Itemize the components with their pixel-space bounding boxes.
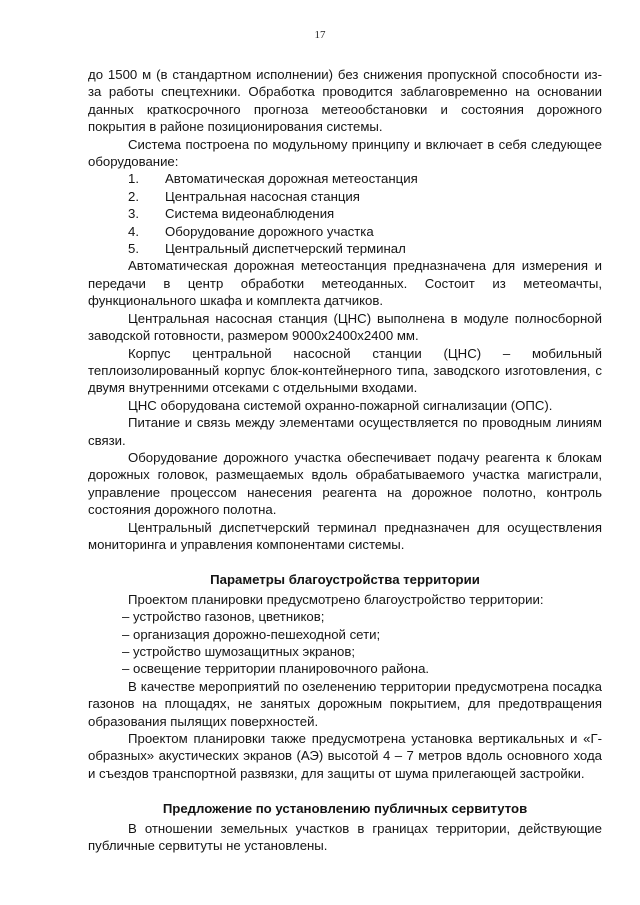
paragraph: Центральная насосная станция (ЦНС) выполнена в модуле полносборной заводской готовности, размером 9000х2400х2400 мм. bbox=[88, 310, 602, 344]
list-item bbox=[88, 240, 602, 257]
paragraph: ЦНС оборудована системой охранно-пожарной сигнализации (ОПС). bbox=[128, 397, 553, 413]
section-heading: Предложение по установлению публичных сервитутов bbox=[162, 801, 528, 817]
paragraph: до 1500 м (в стандартном исполнении) без снижения пропускной способности из-за работы спецтехники. Обработка проводится заблаговременно на основании данных краткосрочного прогноза метеообстановки и состояния дорожного покрытия в районе позиционирования системы. bbox=[88, 67, 602, 135]
list-item: – устройство шумозащитных экранов; bbox=[122, 644, 355, 659]
paragraph: Проектом планировки также предусмотрена установка вертикальных и «Г-образных» акустических экранов (АЭ) высотой 4 – 7 метров вдоль основного хода и съездов транспортной развязки, для защиты от шума прилегающей застройки. bbox=[88, 731, 602, 781]
list-item: – организация дорожно-пешеходной сети; bbox=[122, 626, 381, 642]
list-number: 1. bbox=[128, 171, 139, 187]
page-number: 17 bbox=[314, 29, 326, 41]
list-number: 3. bbox=[128, 206, 139, 222]
paragraph: Центральный диспетчерский терминал предназначен для осуществления мониторинга и управления компонентами системы. bbox=[88, 519, 602, 552]
list-text: Центральный диспетчерский терминал bbox=[165, 241, 406, 257]
list-text: Система видеонаблюдения bbox=[165, 206, 335, 222]
list-item: – устройство газонов, цветников; bbox=[122, 609, 325, 625]
paragraph: Автоматическая дорожная метеостанция предназначена для измерения и передачи в центр обработки метеоданных. Состоит из метеомачты, функционального шкафа и комплекта датчиков. bbox=[88, 258, 602, 309]
list-text: Оборудование дорожного участка bbox=[165, 223, 374, 239]
list-item bbox=[88, 170, 602, 187]
paragraph: Корпус центральной насосной станции (ЦНС) – мобильный теплоизолированный корпус блок-контейнерного типа, заводского изготовления, с двумя внутренними отсеками с отдельными входами. bbox=[88, 345, 602, 396]
paragraph: В отношении земельных участков в границах территории, действующие публичные сервитуты не установлены. bbox=[88, 820, 602, 854]
section-heading: Параметры благоустройства территории bbox=[210, 572, 480, 588]
paragraph: Питание и связь между элементами осуществляется по проводным линиям связи. bbox=[88, 415, 602, 448]
list-item bbox=[88, 223, 602, 240]
document-body bbox=[88, 66, 602, 854]
paragraph: Система построена по модульному принципу и включает в себя следующее оборудование: bbox=[88, 136, 602, 170]
list-item: – освещение территории планировочного района. bbox=[122, 661, 430, 677]
paragraph: В качестве мероприятий по озеленению территории предусмотрена посадка газонов на площадях, не занятых дорожным покрытием, для предотвращения образования пылящих поверхностей. bbox=[88, 678, 602, 729]
equipment-list bbox=[88, 170, 602, 257]
list-number: 2. bbox=[128, 188, 139, 204]
paragraph: Оборудование дорожного участка обеспечивает подачу реагента к блокам дорожных головок, размещаемых вдоль обрабатываемого участка магистрали, управление процессом нанесения реагента на дорожное полотно, контроль состояния дорожного полотна. bbox=[88, 449, 602, 518]
list-number: 4. bbox=[128, 223, 139, 239]
list-item bbox=[88, 205, 602, 222]
paragraph: Проектом планировки предусмотрено благоустройство территории: bbox=[128, 591, 544, 607]
list-number: 5. bbox=[128, 241, 139, 257]
list-item bbox=[88, 188, 602, 205]
improvement-list bbox=[88, 608, 602, 678]
list-text: Центральная насосная станция bbox=[165, 188, 360, 204]
list-text: Автоматическая дорожная метеостанция bbox=[165, 171, 418, 187]
